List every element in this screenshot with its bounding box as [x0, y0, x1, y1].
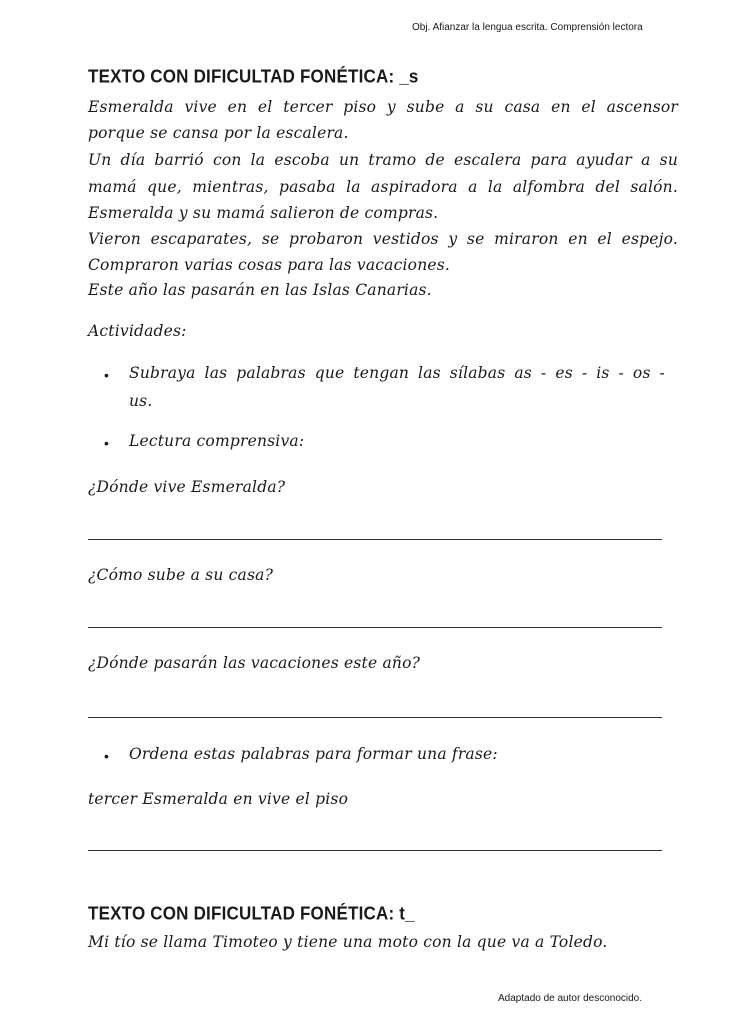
bullet-icon: •	[104, 435, 109, 451]
paragraph-line-5: Esmeralda y su mamá salieron de compras.	[88, 204, 439, 222]
bullet1-line2: us.	[129, 392, 153, 410]
bullet-icon: •	[104, 748, 109, 764]
section2-title: TEXTO CON DIFICULTAD FONÉTICA: t_	[88, 903, 415, 924]
question-2: ¿Cómo sube a su casa?	[88, 566, 274, 584]
bullet3-text: Ordena estas palabras para formar una frase:	[129, 745, 498, 763]
footer-note: Adaptado de autor desconocido.	[498, 993, 642, 1004]
section1-title: TEXTO CON DIFICULTAD FONÉTICA: _s	[88, 66, 419, 87]
paragraph-line-3: Un día barrió con la escoba un tramo de escalera para ayudar a su	[88, 151, 678, 169]
paragraph-line-4: mamá que, mientras, pasaba la aspiradora a la alfombra del salón.	[88, 178, 678, 196]
bullet-icon: •	[104, 367, 109, 383]
answer-line-4[interactable]	[88, 850, 662, 851]
paragraph-line-7: Compraron varias cosas para las vacaciones.	[88, 256, 451, 274]
activities-label: Actividades:	[88, 322, 187, 340]
question-1: ¿Dónde vive Esmeralda?	[88, 478, 286, 496]
question-3: ¿Dónde pasarán las vacaciones este año?	[88, 654, 421, 672]
paragraph-line-2: porque se cansa por la escalera.	[88, 124, 349, 142]
answer-line-2[interactable]	[88, 627, 662, 628]
answer-line-1[interactable]	[88, 539, 662, 540]
paragraph-line-6: Vieron escaparates, se probaron vestidos y se miraron en el espejo.	[88, 230, 678, 248]
scrambled-sentence: tercer Esmeralda en vive el piso	[88, 790, 349, 808]
paragraph-line-1: Esmeralda vive en el tercer piso y sube a su casa en el ascensor	[88, 98, 678, 116]
bullet2-text: Lectura comprensiva:	[129, 432, 305, 450]
answer-line-3[interactable]	[88, 717, 662, 718]
paragraph-line-8: Este año las pasarán en las Islas Canarias.	[88, 281, 432, 299]
section2-line-1: Mi tío se llama Timoteo y tiene una moto con la que va a Toledo.	[88, 933, 608, 951]
header-note: Obj. Afianzar la lengua escrita. Comprensión lectora	[412, 22, 643, 33]
bullet1-line1: Subraya las palabras que tengan las sílabas as - es - is - os -	[129, 364, 665, 382]
